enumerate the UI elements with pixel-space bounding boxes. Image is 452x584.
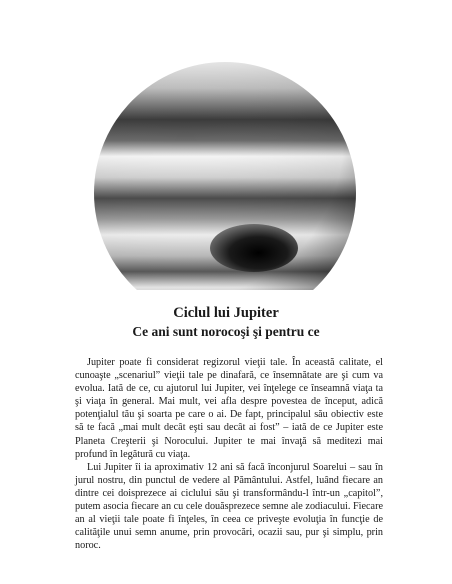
jupiter-illustration	[94, 62, 356, 290]
chapter-subtitle: Ce ani sunt norocoşi şi pentru ce	[132, 324, 320, 339]
great-red-spot	[210, 224, 298, 272]
chapter-title: Ciclul lui Jupiter	[173, 305, 279, 321]
paragraph-1: Jupiter poate fi considerat regizorul vieţii tale. În această calitate, el cunoaşte „scenariul” vieţii tale pe dinafară, ce însemnătate are şi cum va evolua. Iată de ce, cu ajutorul lui Jupiter, vei înţelege ce înseamnă viaţa ta şi viaţa în general. Mai mult, vei afla despre povestea de început, adică potenţialul tău şi soarta pe care o ai. De fapt, principalul său obiectiv este să te facă „mai mult decât eşti sau decât ai fost” – iată de ce Jupiter este Planeta Creşterii şi Norocului. Jupiter te mai învaţă să meditezi mai profund în legătură cu viaţa.	[75, 357, 383, 460]
paragraph-2: Lui Jupiter îi ia aproximativ 12 ani să facă înconjurul Soarelui – sau în jurul nostru, din punctul de vedere al Pământului. Astfel, luând fiecare an dintre cei doisprezece ai ciclului său şi transformându-l într-un „capitol”, putem asocia fiecare an cu cele douăsprezece semne ale zodiacului. Fiecare an al vieţii tale poate fi înţeles, în ceea ce priveşte evoluţia în funcţie de calităţile unui semn anume, prin provocări, ocazii sau, pur şi simplu, prin noroc.	[75, 461, 383, 552]
jupiter-planet-icon	[94, 62, 356, 290]
article-body	[75, 356, 383, 552]
